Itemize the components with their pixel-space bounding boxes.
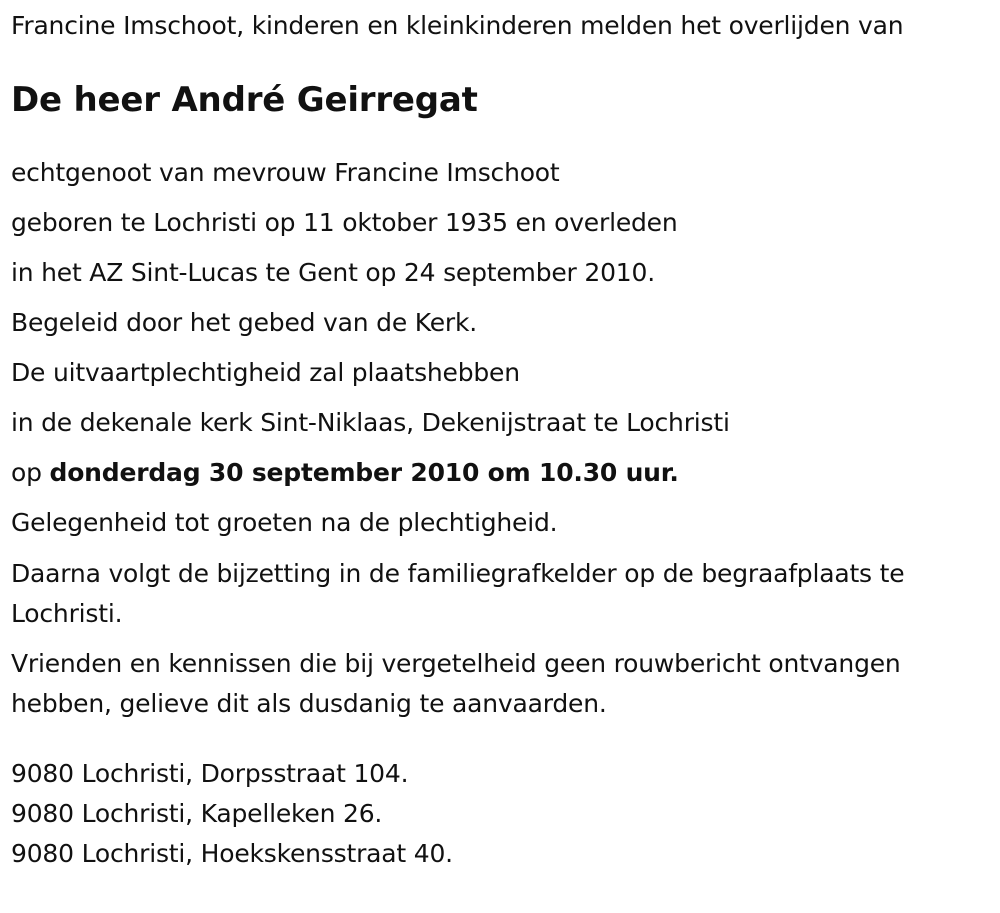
ceremony-line: De uitvaartplechtigheid zal plaatshebben <box>11 358 520 387</box>
burial-line: Daarna volgt de bijzetting in de familiegrafkelder op de begraafplaats te Lochristi. <box>11 559 905 628</box>
death-line: in het AZ Sint-Lucas te Gent op 24 september 2010. <box>11 258 655 287</box>
spouse-line: echtgenoot van mevrouw Francine Imschoot <box>11 158 560 187</box>
address-line: 9080 Lochristi, Kapelleken 26. <box>11 799 383 828</box>
date-prefix: op <box>11 458 42 487</box>
announcement-text: Francine Imschoot, kinderen en kleinkinderen melden het overlijden van <box>11 11 904 40</box>
prayer-line: Begeleid door het gebed van de Kerk. <box>11 308 477 337</box>
friends-line: Vrienden en kennissen die bij vergetelheid geen rouwbericht ontvangen hebben, gelieve dit als dusdanig te aanvaarden. <box>11 649 901 718</box>
address-line: 9080 Lochristi, Hoekskensstraat 40. <box>11 839 453 868</box>
deceased-name: De heer André Geirregat <box>11 80 478 120</box>
address-line: 9080 Lochristi, Dorpsstraat 104. <box>11 759 409 788</box>
notice-body <box>11 154 990 724</box>
birth-line: geboren te Lochristi op 11 oktober 1935 en overleden <box>11 208 678 237</box>
address-list <box>11 754 990 874</box>
church-line: in de dekenale kerk Sint-Niklaas, Dekenijstraat te Lochristi <box>11 408 730 437</box>
funeral-date: donderdag 30 september 2010 om 10.30 uur. <box>49 458 679 487</box>
date-line <box>11 454 990 492</box>
greeting-line: Gelegenheid tot groeten na de plechtigheid. <box>11 508 558 537</box>
